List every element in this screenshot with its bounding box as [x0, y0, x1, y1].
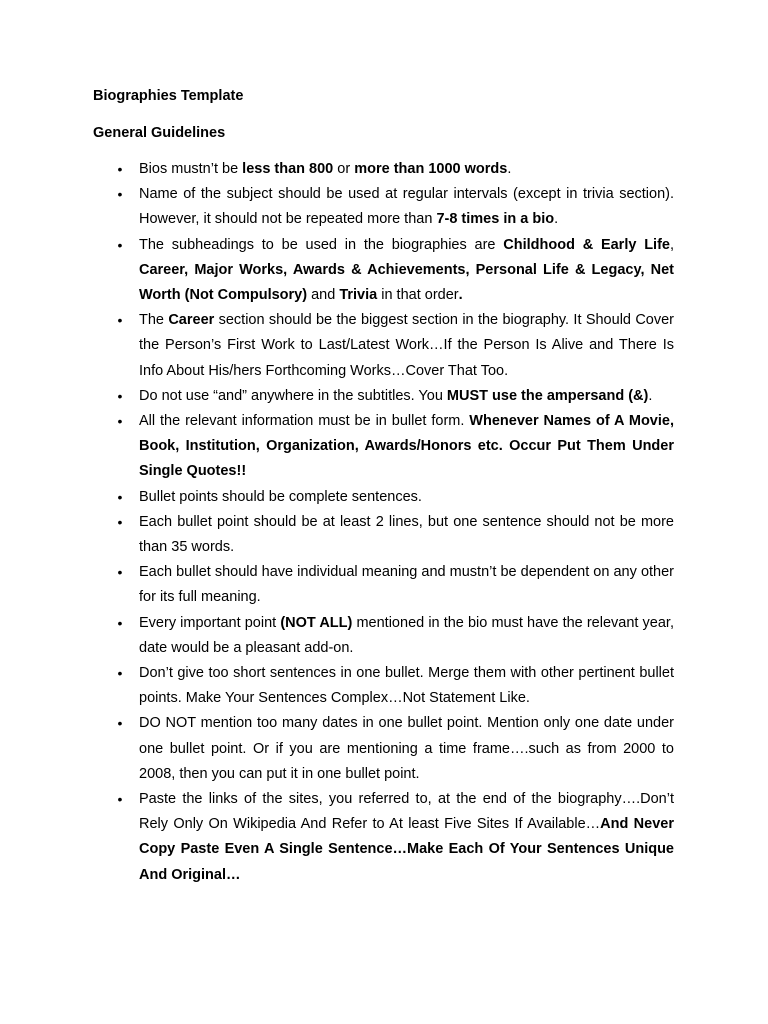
guideline-text: Paste the links of the sites, you referred to, at the end of the biography….Don’t Rely Only On Wikipedia And Refer to At least Five Sites If Available…And Never Copy Paste Even A Single Sentence…Make Each Of Your Sentences Unique And Original…: [139, 791, 674, 883]
guideline-text: All the relevant information must be in bullet form. Whenever Names of A Movie, Book, Institution, Organization, Awards/Honors etc. Occur Put Them Under Single Quotes!!: [139, 413, 674, 480]
bullet-icon: •: [117, 614, 123, 631]
guideline-text: Every important point (NOT ALL) mentioned in the bio must have the relevant year, date would be a pleasant add-on.: [139, 614, 674, 656]
guideline-item: [0, 787, 674, 888]
bold-run: .: [458, 287, 463, 304]
guideline-item: [0, 560, 674, 610]
guideline-item: [0, 384, 674, 409]
bold-run: (NOT ALL): [280, 614, 353, 631]
guideline-text: DO NOT mention too many dates in one bullet point. Mention only one date under one bullet point. Or if you are mentioning a time frame….such as from 2000 to 2008, then you can put it in one bullet point.: [139, 715, 674, 782]
guideline-item: [0, 510, 674, 560]
bold-run: And Never Copy Paste Even A Single Sentence…Make Each Of Your Sentences Unique And Original…: [139, 816, 674, 883]
guideline-text: The subheadings to be used in the biographies are Childhood & Early Life, Career, Major Works, Awards & Achievements, Personal Life & Legacy, Net Worth (Not Compulsory) and Trivia in that order.: [139, 236, 675, 304]
guideline-item: [0, 711, 674, 787]
bold-run: 7-8 times in a bio: [436, 211, 555, 228]
guideline-item: [0, 485, 674, 510]
guideline-item: [0, 409, 674, 485]
bold-run: Trivia: [339, 287, 378, 304]
guideline-text: Each bullet point should be at least 2 lines, but one sentence should not be more than 35 words.: [139, 513, 674, 556]
bold-run: MUST use the ampersand (&): [446, 387, 649, 404]
bold-run: Career, Major Works, Awards & Achievements, Personal Life & Legacy, Net Worth (Not Compulsory): [139, 261, 674, 304]
bullet-icon: •: [117, 564, 123, 581]
document-title: Biographies Template: [93, 88, 244, 104]
guideline-item: [0, 233, 674, 309]
guideline-text: Do not use “and” anywhere in the subtitles. You MUST use the ampersand (&).: [139, 387, 653, 404]
guideline-item: [0, 611, 674, 661]
bullet-icon: •: [117, 186, 123, 203]
bullet-icon: •: [117, 715, 123, 732]
guideline-text: Bullet points should be complete sentences.: [139, 488, 422, 505]
guideline-text: Bios mustn’t be less than 800 or more than 1000 words.: [139, 161, 512, 177]
bold-run: Childhood & Early Life: [503, 236, 670, 253]
guideline-item: [0, 308, 674, 384]
guideline-item: [0, 182, 674, 232]
bullet-icon: •: [117, 665, 123, 682]
bold-run: Whenever Names of A Movie, Book, Institution, Organization, Awards/Honors etc. Occur Put Them Under Single Quotes!!: [139, 413, 674, 480]
guideline-text: Don’t give too short sentences in one bullet. Merge them with other pertinent bullet points. Make Your Sentences Complex…Not Statement Like.: [139, 665, 674, 707]
guideline-text: Each bullet should have individual meaning and mustn’t be dependent on any other for its full meaning.: [139, 564, 674, 606]
guideline-text: The Career section should be the biggest section in the biography. It Should Cover the Person’s First Work to Last/Latest Work…If the Person Is Alive and There Is Info About His/hers Forthcoming Works…Cover That Too.: [139, 312, 674, 379]
bullet-icon: •: [117, 791, 123, 808]
bullet-icon: •: [117, 161, 123, 177]
bullet-icon: •: [117, 236, 123, 253]
guideline-text: Name of the subject should be used at regular intervals (except in trivia section). However, it should not be repeated more than 7-8 times in a bio.: [139, 186, 674, 228]
bullet-icon: •: [117, 488, 123, 505]
guideline-item: [0, 661, 674, 711]
bold-run: Career: [168, 312, 215, 329]
bold-run: more than 1000 words: [354, 161, 508, 177]
bullet-icon: •: [117, 387, 123, 404]
guidelines-list: [0, 157, 768, 888]
bullet-icon: •: [117, 413, 123, 430]
bold-run: less than 800: [242, 161, 334, 177]
bullet-icon: •: [117, 513, 123, 530]
guideline-item: [0, 157, 674, 182]
bullet-icon: •: [117, 312, 123, 329]
section-heading: General Guidelines: [93, 125, 226, 141]
